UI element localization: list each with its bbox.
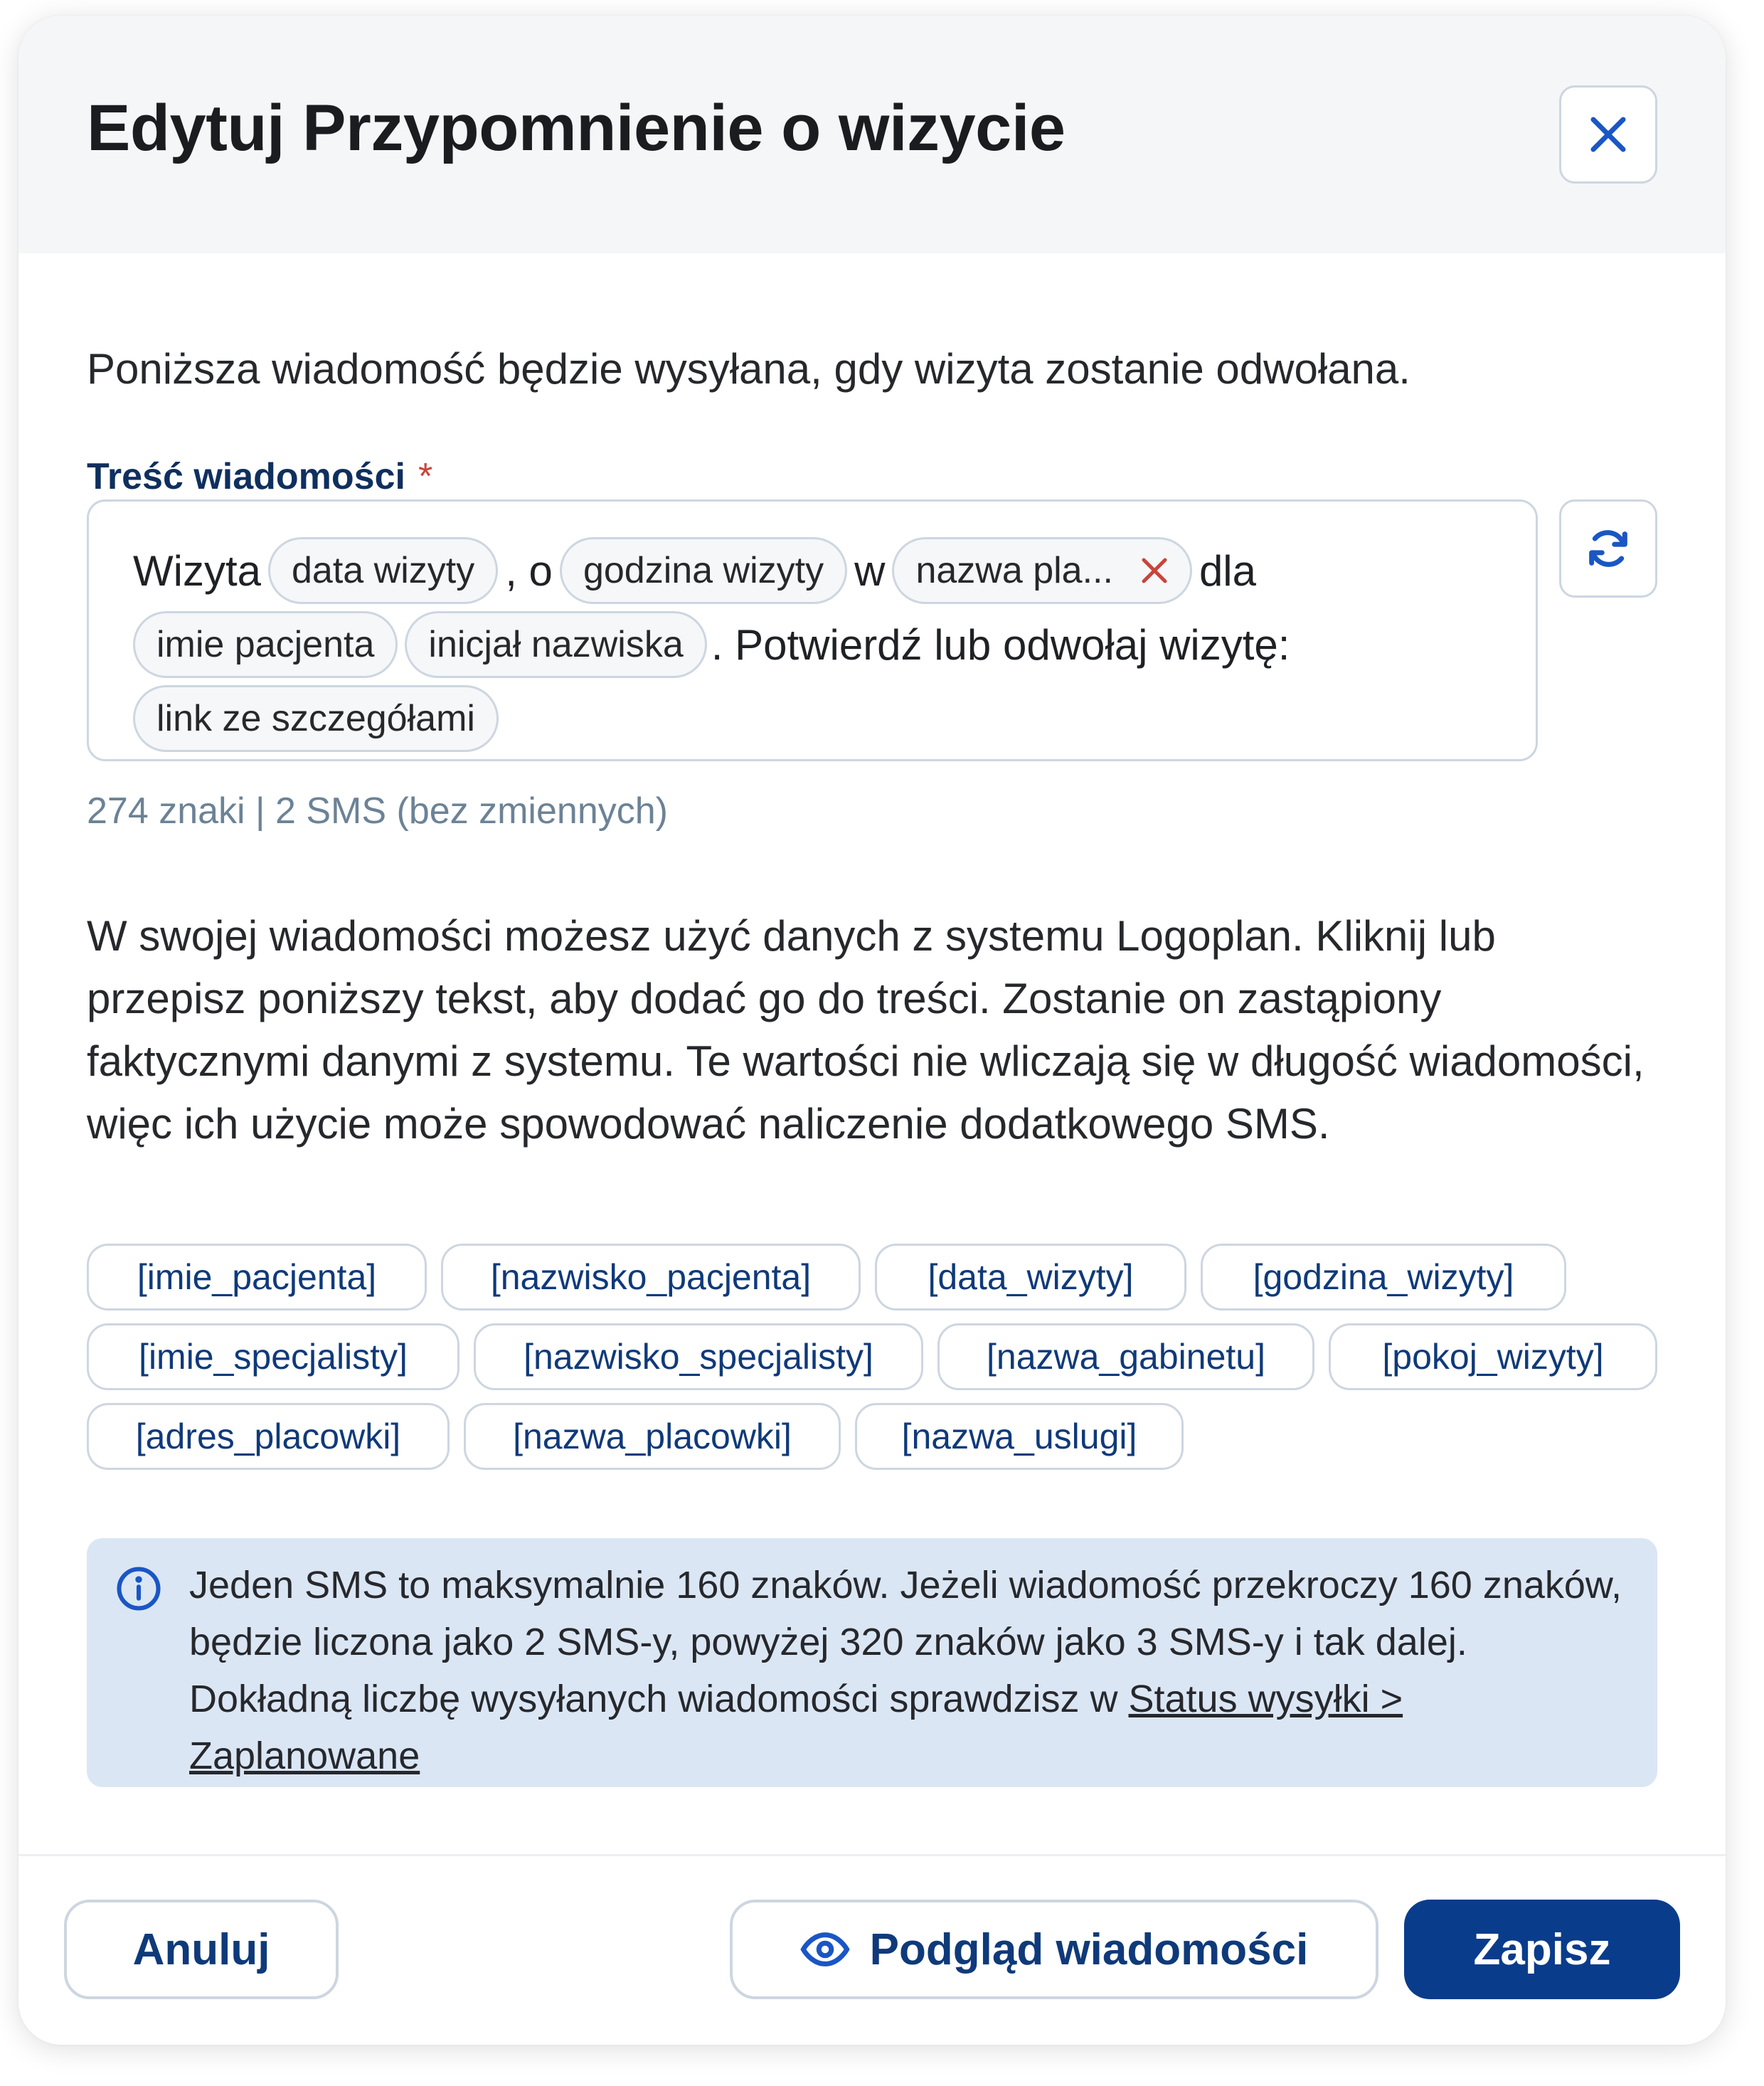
info-icon — [115, 1565, 162, 1612]
status-link[interactable]: Status wysyłki > Zaplanowane — [189, 1678, 1403, 1777]
variables-help-text: W swojej wiadomości możesz użyć danych z systemu Logoplan. Kliknij lub przepisz poniższy tekst, aby dodać go do treści. Zostanie on zastąpiony faktycznymi danymi z systemu. Te wartości nie wliczają się w długość wiadomości, więc ich użycie może spowodować naliczenie dodatkowego SMS. — [87, 912, 1645, 1148]
refresh-icon — [1583, 524, 1633, 573]
sms-info-box — [87, 1538, 1657, 1787]
message-text: Wizyta — [133, 546, 261, 595]
footer-divider — [18, 1854, 1726, 1856]
variable-chip-inicjal-nazwiska[interactable]: inicjał nazwiska — [405, 611, 706, 678]
editor-line — [133, 685, 499, 752]
save-button[interactable]: Zapisz — [1404, 1900, 1680, 1999]
cancel-button[interactable]: Anuluj — [64, 1900, 339, 1999]
preview-label: Podgląd wiadomości — [869, 1924, 1309, 1974]
variable-chip-nazwa-placowki[interactable] — [892, 537, 1192, 604]
editor-line — [133, 611, 1290, 678]
dialog-title: Edytuj Przypomnienie o wizycie — [87, 92, 1066, 164]
variable-chip-imie-pacjenta[interactable]: imie pacjenta — [133, 611, 398, 678]
edit-reminder-dialog — [18, 16, 1726, 2045]
message-label-text: Treść wiadomości — [87, 456, 405, 497]
variable-button[interactable]: [pokoj_wizyty] — [1329, 1323, 1657, 1390]
variable-chip-godzina-wizyty[interactable]: godzina wizyty — [560, 537, 847, 604]
close-icon — [1588, 114, 1629, 155]
variable-row — [87, 1403, 1666, 1470]
intro-text: Poniższa wiadomość będzie wysyłana, gdy wizyta zostanie odwołana. — [87, 345, 1410, 393]
message-text: w — [854, 546, 886, 595]
remove-chip-icon[interactable] — [1140, 556, 1169, 585]
preview-message-button[interactable] — [730, 1900, 1378, 1999]
close-button[interactable] — [1559, 85, 1657, 184]
variable-button[interactable]: [adres_placowki] — [87, 1403, 450, 1470]
character-counter: 274 znaki | 2 SMS (bez zmiennych) — [87, 790, 668, 832]
editor-line — [133, 537, 1256, 604]
message-editor[interactable] — [87, 499, 1538, 761]
variable-row — [87, 1244, 1666, 1311]
eye-icon — [800, 1924, 850, 1974]
message-text: . Potwierdź lub odwołaj wizytę: — [711, 620, 1290, 669]
variable-button[interactable]: [imie_pacjenta] — [87, 1244, 427, 1311]
info-text — [189, 1557, 1626, 1784]
variable-buttons — [87, 1244, 1666, 1483]
variable-button[interactable]: [imie_specjalisty] — [87, 1323, 459, 1390]
variable-button[interactable]: [data_wizyty] — [875, 1244, 1186, 1311]
message-text: dla — [1199, 546, 1257, 595]
required-mark: * — [418, 456, 433, 497]
variable-button[interactable]: [nazwisko_specjalisty] — [474, 1323, 923, 1390]
dialog-header — [18, 16, 1726, 253]
message-text: , o — [505, 546, 553, 595]
info-text-body: Jeden SMS to maksymalnie 160 znaków. Jeżeli wiadomość przekroczy 160 znaków, będzie liczona jako 2 SMS-y, powyżej 320 znaków jako 3 SMS-y i tak dalej. Dokładną liczbę wysyłanych wiadomości sprawdzisz w — [189, 1564, 1622, 1720]
variable-button[interactable]: [nazwa_uslugi] — [855, 1403, 1184, 1470]
chip-label: nazwa pla... — [915, 550, 1113, 591]
reset-message-button[interactable] — [1559, 499, 1657, 598]
variable-button[interactable]: [nazwa_gabinetu] — [937, 1323, 1314, 1390]
variable-button[interactable]: [nazwisko_pacjenta] — [441, 1244, 861, 1311]
variable-chip-data-wizyty[interactable]: data wizyty — [268, 537, 498, 604]
message-field-label — [87, 455, 432, 498]
variable-button[interactable]: [nazwa_placowki] — [464, 1403, 841, 1470]
variable-row — [87, 1323, 1666, 1390]
variable-chip-link-szczegoly[interactable]: link ze szczegółami — [133, 685, 499, 752]
variable-button[interactable]: [godzina_wizyty] — [1201, 1244, 1566, 1311]
